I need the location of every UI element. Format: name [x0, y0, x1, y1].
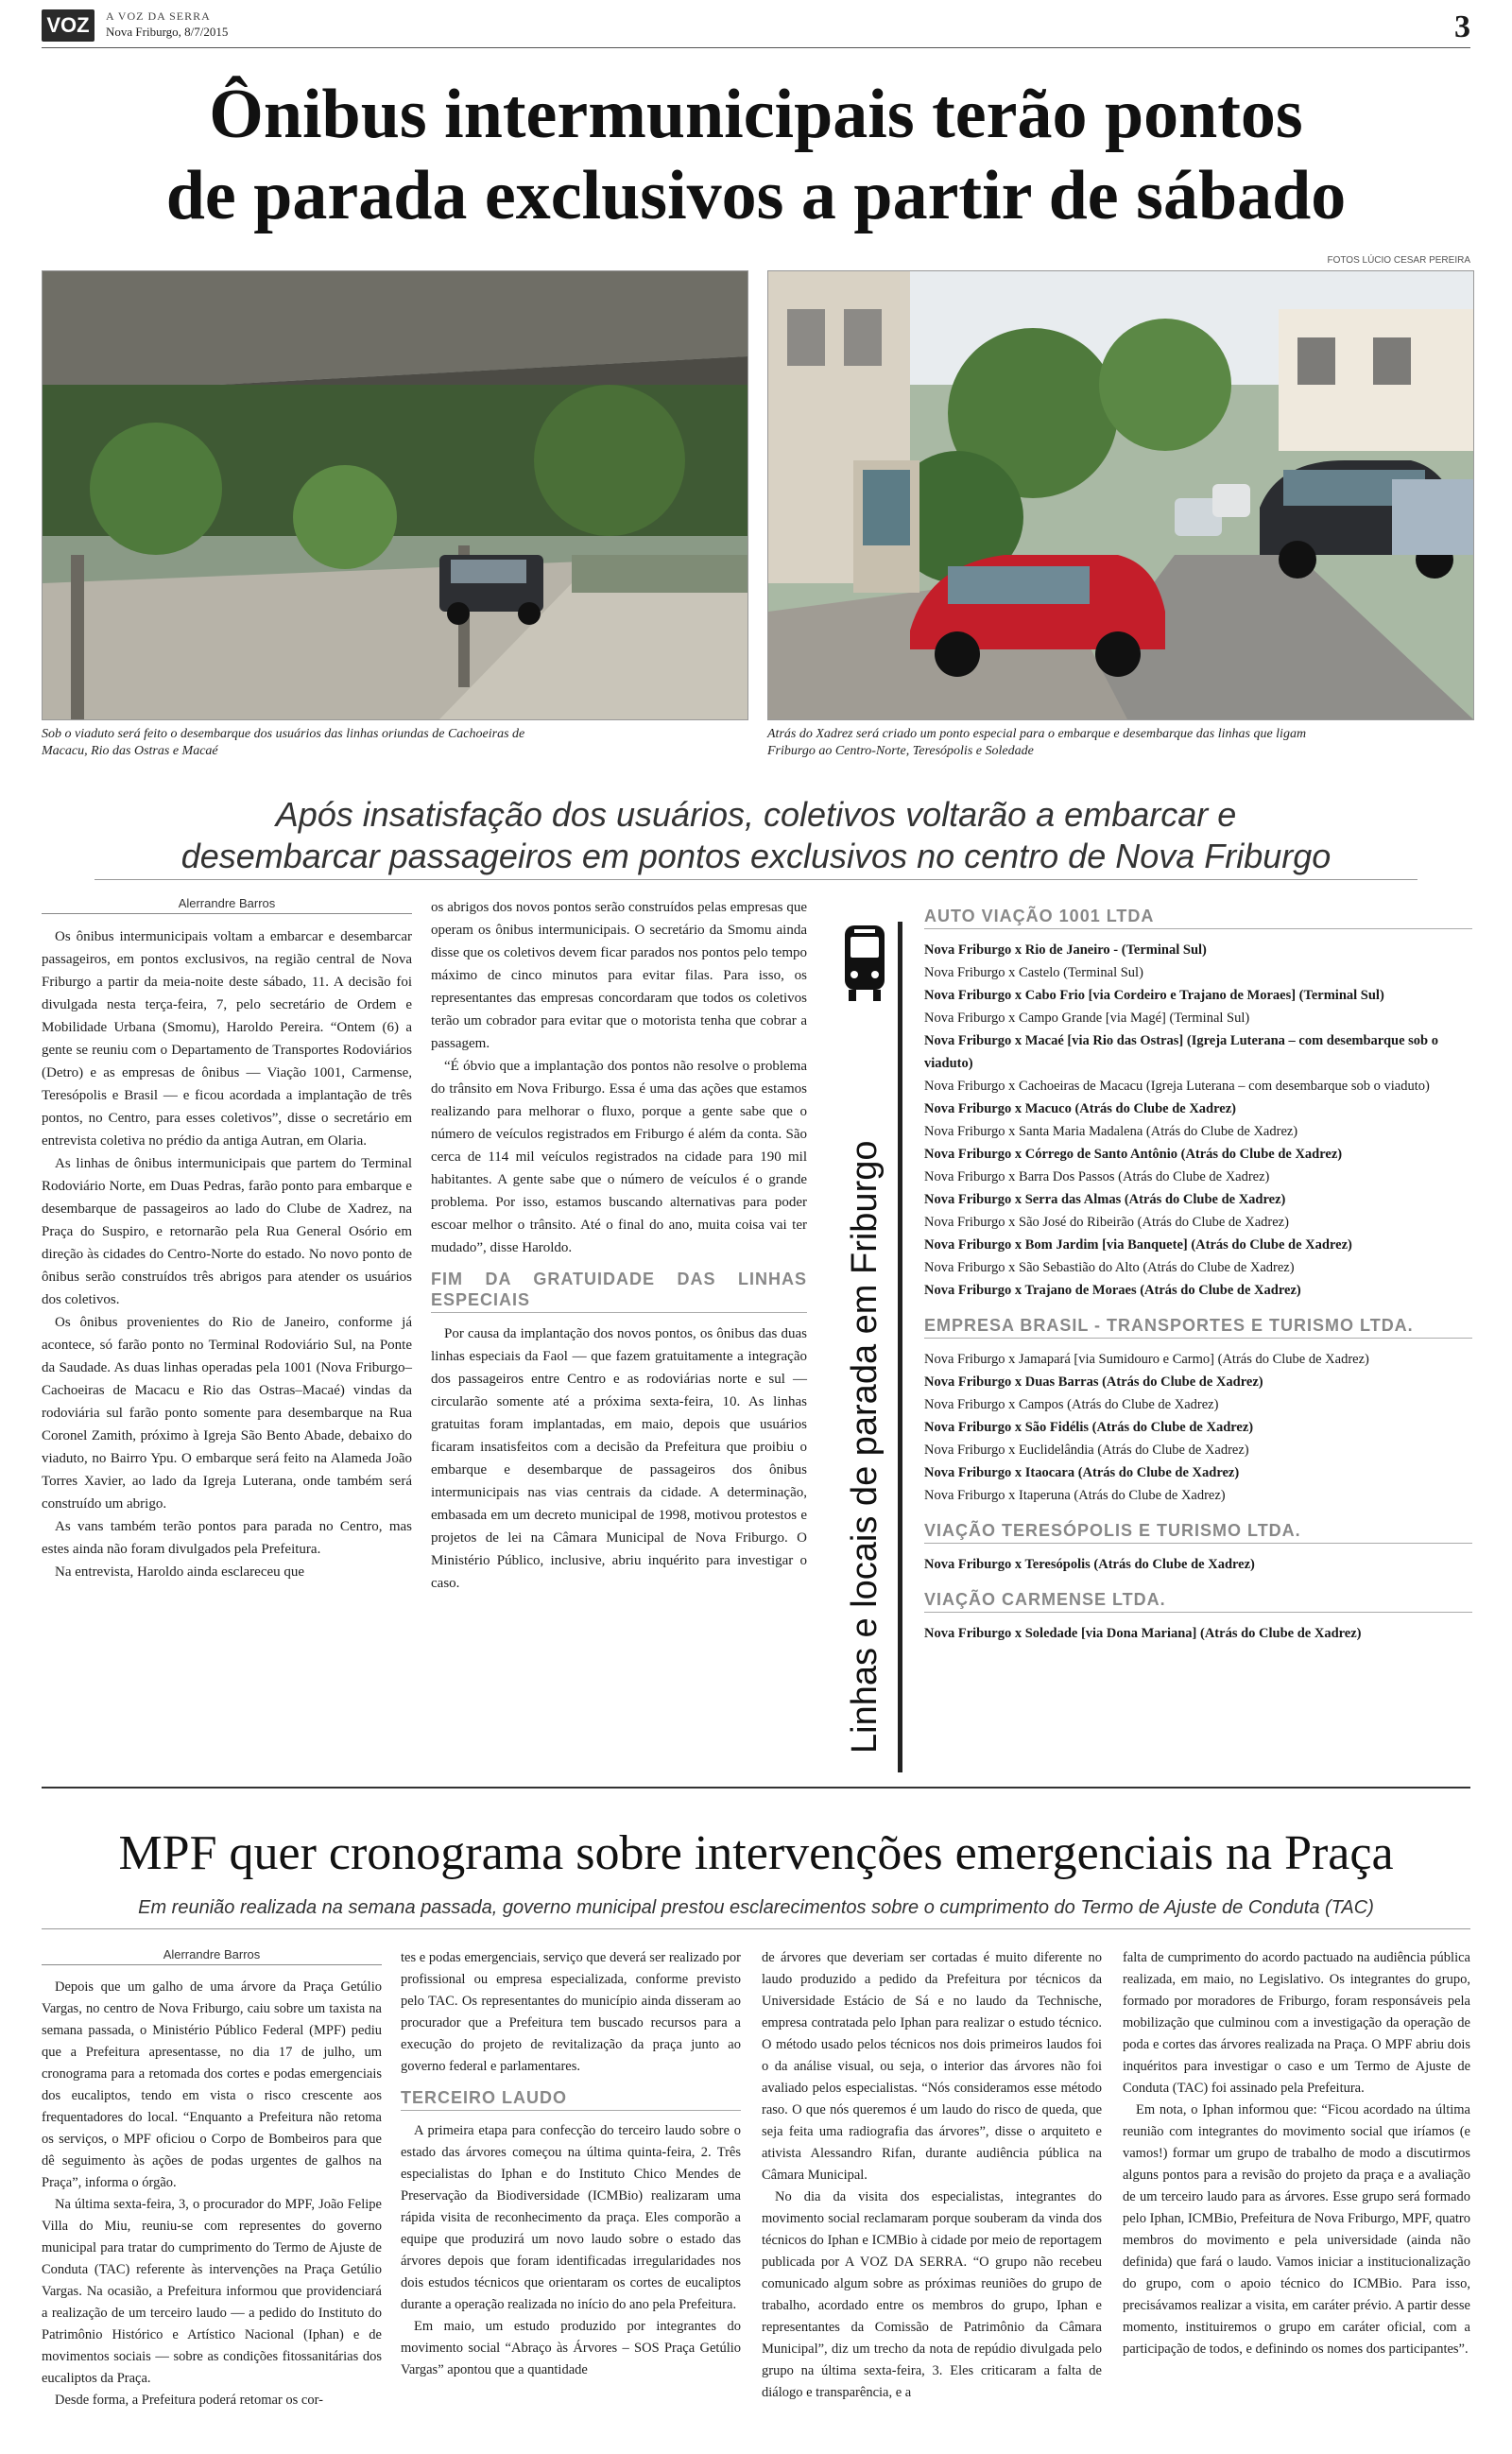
subhead-line-1: Após insatisfação dos usuários, coletivos voltarão a embarcar e — [275, 795, 1237, 834]
bus-line-item: Nova Friburgo x Serra das Almas (Atrás do Clube de Xadrez) — [924, 1192, 1286, 1207]
bus-line-item: Nova Friburgo x Bom Jardim [via Banquete] (Atrás do Clube de Xadrez) — [924, 1237, 1352, 1253]
bus-line-item: Nova Friburgo x Campo Grande [via Magé] (Terminal Sul) — [924, 1011, 1250, 1026]
bus-line-item: Nova Friburgo x Itaocara (Atrás do Clube de Xadrez) — [924, 1465, 1240, 1480]
bus-line-item: Nova Friburgo x Itaperuna (Atrás do Clube de Xadrez) — [924, 1488, 1226, 1503]
article-divider — [42, 1787, 1470, 1789]
section-title: FIM DA GRATUIDADE DAS LINHAS ESPECIAIS — [431, 1269, 807, 1313]
second-subhead-divider — [42, 1928, 1470, 1929]
bus-line-item: Nova Friburgo x Campos (Atrás do Clube de Xadrez) — [924, 1397, 1219, 1412]
publication-name: A VOZ DA SERRA — [106, 9, 211, 23]
bus-line-item: Nova Friburgo x São José do Ribeirão (Atrás do Clube de Xadrez) — [924, 1215, 1289, 1230]
vertical-title-block — [832, 922, 902, 1772]
article1-column-2 — [431, 896, 807, 1595]
bus-line-item: Nova Friburgo x Macuco (Atrás do Clube de Xadrez) — [924, 1101, 1236, 1116]
paragraph: No dia da visita dos especialistas, integrantes do movimento social reclamaram porque souberam da vinda dos técnicos do Iphan e ICMBio à cidade por meio de reportagem publicada por A VOZ DA SERRA. “O grupo não recebeu comunicado algum sobre as próximas reuniões do grupo de trabalho, acordado entre os membros do grupo, Iphan e representantes da Comissão de Patrimônio da Câmara Municipal”, diz um trecho da nota de repúdio divulgada pelo grupo na última sexta-feira, 3. Eles criticaram a falta de diálogo e transparência, e a — [762, 2189, 1102, 2400]
photo-credit: FOTOS LÚCIO CESAR PEREIRA — [1327, 255, 1470, 266]
paragraph: Em nota, o Iphan informou que: “Ficou acordado na última reunião com integrantes do movimento social que iríamos (e vamos!) formar um grupo de trabalho de modo a discutirmos alguns pontos para a revisão do projeto da praça e a avaliação de um terceiro laudo para as árvores. Esse grupo será formado pelo Iphan, ICMBio, Prefeitura de Nova Friburgo, MPF, quatro membros do movimento e pela universidade (ainda não definida) que fará o laudo. Vamos iniciar a institucionalização do grupo, com o apoio técnico do ICMBio. Para isso, precisávamos realizar a visita, em caráter prévio. A partir desse momento, instituiremos o grupo em caráter oficial, com a participação de todos, e definindo os nomes dos participantes”. — [1123, 2102, 1470, 2357]
bus-line-item: Nova Friburgo x Cachoeiras de Macacu (Igreja Luterana – com desembarque sob o viaduto) — [924, 1079, 1430, 1094]
caption-right: Atrás do Xadrez será criado um ponto especial para o embarque e desembarque das linhas que ligam Friburgo ao Centro-Norte, Teresópolis e Soledade — [767, 727, 1307, 758]
newspaper-logo: VOZ — [42, 9, 94, 42]
subhead-divider — [94, 879, 1418, 880]
page-number: 3 — [1454, 9, 1470, 44]
bus-line-item: Nova Friburgo x Euclidelândia (Atrás do Clube de Xadrez) — [924, 1443, 1249, 1458]
bus-line-item: Nova Friburgo x Barra Dos Passos (Atrás do Clube de Xadrez) — [924, 1169, 1270, 1184]
section-title: TERCEIRO LAUDO — [401, 2087, 741, 2111]
publication-date: Nova Friburgo, 8/7/2015 — [106, 25, 229, 39]
headline-line-1: Ônibus intermunicipais terão pontos — [209, 76, 1303, 153]
paragraph: Por causa da implantação dos novos pontos, os ônibus das duas linhas especiais da Faol — que fazem gratuitamente a integração dos passageiros entre Centro e as rodoviárias norte e sul — circularão somente até a próxima sexta-feira, 10. As linhas gratuitas foram implantadas, em maio, depois que usuários ficaram insatisfeitos com a decisão da Prefeitura que proibiu o embarque e desembarque de passageiros dos ônibus intermunicipais nas vias centrais da cidade. A determinação, embasada em um decreto municipal de 1998, motivou protestos e projetos de lei na Câmara Municipal de Nova Friburgo. O Ministério Público, inclusive, abriu inquérito para investigar o caso. — [431, 1326, 807, 1591]
byline: Alerrandre Barros — [42, 896, 412, 914]
paragraph: Os ônibus provenientes do Rio de Janeiro, conforme já acontece, só farão ponto no Terminal Rodoviário Sul, na Ponte da Saudade. As duas linhas operadas pela 1001 (Nova Friburgo–Cachoeiras de Macacu e Rio das Ostras–Macaé) vindas da rodoviária sul farão ponto somente para desembarque na Rua Coronel Zamith, próximo à Igreja São Bento Abade, debaixo do viaduto, no Bairro Ypu. O embarque será feito na Alameda João Torres Xavier, ao lado da Igreja Luterana, onde também será construído um abrigo. — [42, 1315, 412, 1512]
paragraph: As vans também terão pontos para parada no Centro, mas estes ainda não foram divulgados pela Prefeitura. — [42, 1519, 412, 1557]
photo-chess-club-street — [767, 270, 1474, 720]
caption-left: Sob o viaduto será feito o desembarque dos usuários das linhas oriundas de Cachoeiras de Macacu, Rio das Ostras e Macaé — [42, 727, 525, 758]
company-title: EMPRESA BRASIL - TRANSPORTES E TURISMO LTDA. — [924, 1315, 1472, 1339]
byline: Alerrandre Barros — [42, 1947, 382, 1965]
bus-line-item: Nova Friburgo x Jamapará [via Sumidouro e Carmo] (Atrás do Clube de Xadrez) — [924, 1352, 1369, 1367]
article2-column-3 — [762, 1947, 1102, 2404]
bus-line-item: Nova Friburgo x Soledade [via Dona Mariana] (Atrás do Clube de Xadrez) — [924, 1626, 1362, 1641]
bus-line-item: Nova Friburgo x Duas Barras (Atrás do Clube de Xadrez) — [924, 1374, 1263, 1390]
paragraph: tes e podas emergenciais, serviço que deverá ser realizado por profissional ou empresa especializada, conforme previsto pelo TAC. Os representantes do município ainda disseram ao procurador que a Prefeitura tem buscado recursos para a execução do projeto de revitalização da praça junto ao governo federal e parlamentares. — [401, 1950, 741, 2074]
paragraph: os abrigos dos novos pontos serão construídos pelas empresas que operam os ônibus intermunicipais. O secretário da Smomu ainda disse que os coletivos devem ficar parados nos pontos pelo tempo máximo de cinco minutos para evitar filas. Para isso, os representantes das empresas concordaram que todos os coletivos terão um cobrador para evitar que o motorista tenha que cobrar a passagem. — [431, 900, 807, 1051]
bus-line-item: Nova Friburgo x Santa Maria Madalena (Atrás do Clube de Xadrez) — [924, 1124, 1298, 1139]
paragraph: “É óbvio que a implantação dos pontos não resolve o problema do trânsito em Nova Friburgo. Essa é uma das ações que estamos realizando para melhorar o fluxo, porque a gente sabe que o número de veículos registrados em Friburgo é além da conta. São cerca de 114 mil veículos registrados na cidade para 190 mil habitantes. A gente sabe que o número de veículos é o grande problema. Por isso, estamos buscando alternativas para poder escoar melhor o trânsito. Até o final do ano, muita coisa vai ter mudado”, disse Haroldo. — [431, 1059, 807, 1255]
company-title: VIAÇÃO TERESÓPOLIS E TURISMO LTDA. — [924, 1520, 1472, 1544]
bus-line-item: Nova Friburgo x Teresópolis (Atrás do Clube de Xadrez) — [924, 1557, 1255, 1572]
bus-line-item: Nova Friburgo x Macaé [via Rio das Ostras] (Igreja Luterana – com desembarque sob o viaduto) — [924, 1033, 1438, 1071]
bus-line-item: Nova Friburgo x Castelo (Terminal Sul) — [924, 965, 1143, 980]
paragraph: A primeira etapa para confecção do terceiro laudo sobre o estado das árvores começou na última quinta-feira, 2. Três especialistas do Iphan e do Instituto Chico Mendes de Preservação da Biodiversidade (ICMBio) realizaram uma rápida visita de reconhecimento da praça. Eles comporão a equipe que produzirá um novo laudo sobre o estado das árvores depois que foram identificadas irregularidades nos dois estudos técnicos que orientaram os cortes de eucaliptos durante a operação realizada no início do ano pela Prefeitura. — [401, 2123, 741, 2312]
second-headline: MPF quer cronograma sobre intervenções emergenciais na Praça — [118, 1826, 1394, 1880]
subhead-line-2: desembarcar passageiros em pontos exclusivos no centro de Nova Friburgo — [180, 837, 1332, 875]
main-headline — [42, 74, 1470, 236]
paragraph: Os ônibus intermunicipais voltam a embarcar e desembarcar passageiros, em pontos exclusivos, na região central de Nova Friburgo a partir da meia-noite deste sábado, 11. A decisão foi divulgada nesta terça-feira, 7, pelo secretário de Ordem e Mobilidade Urbana (Smomu), Haroldo Pereira. “Ontem (6) a gente se reuniu com o Departamento de Transportes Rodoviários (Detro) e as empresas de ônibus — Viação 1001, Carmense, Teresópolis e Brasil — e ficou acordada a implantação de três pontos, no Centro, para esses coletivos”, disse o secretário em entrevista coletiva no prédio da antiga Autran, em Olaria. — [42, 929, 412, 1149]
bus-lines-panel — [924, 906, 1472, 1645]
paragraph: Na entrevista, Haroldo ainda esclareceu que — [55, 1564, 305, 1580]
article-subhead — [57, 794, 1455, 877]
bus-line-item: Nova Friburgo x Rio de Janeiro - (Terminal Sul) — [924, 942, 1207, 958]
masthead — [42, 9, 1470, 47]
bus-line-item: Nova Friburgo x Cabo Frio [via Cordeiro e Trajano de Moraes] (Terminal Sul) — [924, 988, 1384, 1003]
article2-column-4 — [1123, 1947, 1470, 2360]
headline-line-2: de parada exclusivos a partir de sábado — [165, 157, 1347, 234]
paragraph: As linhas de ônibus intermunicipais que partem do Terminal Rodoviário Norte, em Duas Pedras, farão ponto para embarque e desembarque de passageiros ao lado do Clube de Xadrez, na Praça do Suspiro, e retornarão pela Rua General Osório em direção às cidades do Centro-Norte do estado. No novo ponto de ônibus serão construídos três abrigos para atender os usuários dos coletivos. — [42, 1156, 412, 1307]
second-subhead: Em reunião realizada na semana passada, governo municipal prestou esclarecimentos sobre o cumprimento do Termo de Ajuste de Conduta (TAC) — [138, 1897, 1374, 1918]
paragraph: falta de cumprimento do acordo pactuado na audiência pública realizada, em maio, no Legislativo. Os integrantes do grupo, formado por moradores de Friburgo, foram responsáveis pela mobilização que culminou com a investigação da operação de poda e cortes das árvores realizada na Praça. O MPF abriu dois inquéritos para investigar o caso e um Termo de Ajuste de Conduta (TAC) foi assinado pela Prefeitura. — [1123, 1950, 1470, 2096]
article2-column-2 — [401, 1947, 741, 2381]
company-title: VIAÇÃO CARMENSE LTDA. — [924, 1589, 1472, 1613]
paragraph: Depois que um galho de uma árvore da Praça Getúlio Vargas, no centro de Nova Friburgo, caiu sobre um taxista na semana passada, o Ministério Público Federal (MPF) pediu que a Prefeitura apresentasse, no dia 17 de julho, um cronograma para a retomada dos cortes e podas emergenciais dos eucaliptos, tendo em vista o risco crescente aos frequentadores do local. “Enquanto a Prefeitura não retoma os serviços, o MPF oficiou o Corpo de Bombeiros para que dê seguimento às ações de podas urgentes de galhos na Praça”, informa o órgão. — [42, 1979, 382, 2190]
paragraph: Desde forma, a Prefeitura poderá retomar os cor- — [55, 2393, 323, 2408]
paragraph: Na última sexta-feira, 3, o procurador do MPF, João Felipe Villa do Miu, reuniu-se com representes do governo municipal para tratar do cumprimento do Termo de Ajuste de Conduta (TAC) referente às intervenções na Praça Getúlio Vargas. Na ocasião, a Prefeitura informou que providenciará a realização de um terceiro laudo — a pedido do Instituto do Patrimônio Histórico e Artístico Nacional (Iphan) e de movimentos sociais — sobre as condições fitossanitárias dos eucaliptos da Praça. — [42, 2197, 382, 2386]
bus-line-item: Nova Friburgo x Trajano de Moraes (Atrás do Clube de Xadrez) — [924, 1283, 1301, 1298]
bus-line-item: Nova Friburgo x São Fidélis (Atrás do Clube de Xadrez) — [924, 1420, 1254, 1435]
company-title: AUTO VIAÇÃO 1001 LTDA — [924, 906, 1472, 929]
photo-viaduct — [42, 270, 748, 720]
article2-column-1 — [42, 1947, 382, 2411]
bus-line-item: Nova Friburgo x São Sebastião do Alto (Atrás do Clube de Xadrez) — [924, 1260, 1295, 1275]
header-divider — [42, 47, 1470, 48]
paragraph: Em maio, um estudo produzido por integrantes do movimento social “Abraço às Árvores – SOS Praça Getúlio Vargas” apontou que a quantidade — [401, 2319, 741, 2377]
vertical-title: Linhas e locais de parada em Friburgo — [845, 1140, 885, 1754]
bus-icon — [841, 922, 888, 1007]
bus-line-item: Nova Friburgo x Córrego de Santo Antônio (Atrás do Clube de Xadrez) — [924, 1147, 1343, 1162]
paragraph: de árvores que deveriam ser cortadas é muito diferente no laudo produzido a pedido da Prefeitura por técnicos da Universidade Estácio de Sá e no laudo da Technische, empresa contratada pelo Iphan para realizar o estudo técnico. O método usado pelos técnicos nos dois primeiros laudos foi o da análise visual, ou seja, o interior das árvores não foi avaliado pelos especialistas. “Nós consideramos esse método raso. O que nós queremos é um laudo do risco de queda, que seja feita uma radiografia das árvores”, disse o arquiteto e ativista Alessandro Rifan, durante audiência pública na Câmara Municipal. — [762, 1950, 1102, 2183]
article1-column-1 — [42, 896, 412, 1583]
